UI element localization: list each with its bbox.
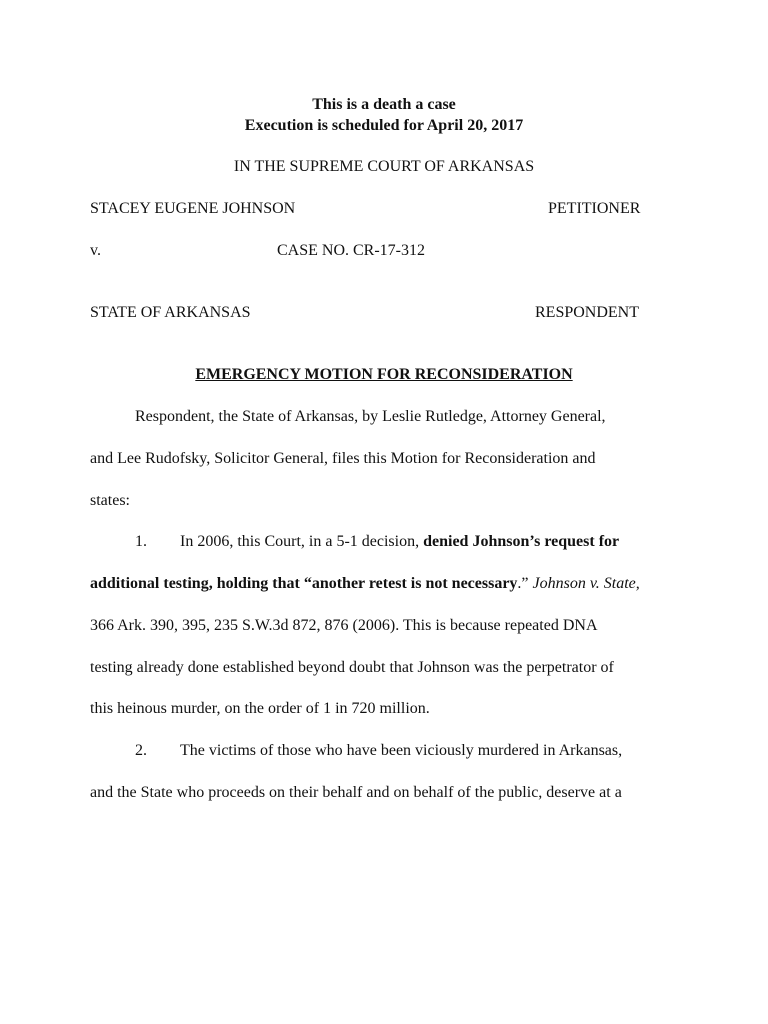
petitioner-role: PETITIONER: [548, 200, 641, 217]
para1-number: 1.: [135, 533, 147, 550]
petitioner-name: STACEY EUGENE JOHNSON: [90, 200, 296, 217]
para1-line-5: this heinous murder, on the order of 1 in 720 million.: [90, 700, 430, 717]
para1-line-1: [180, 532, 619, 552]
versus: v.: [90, 242, 101, 259]
para1-line-2-bold: additional testing, holding that “another retest is not necessary: [90, 575, 518, 592]
para2-line-2: and the State who proceeds on their behalf and on behalf of the public, deserve at a: [90, 784, 622, 801]
para1-line-2: [90, 574, 640, 594]
intro-line-3: states:: [90, 492, 130, 509]
case-citation: Johnson v. State,: [532, 575, 640, 592]
respondent-name: STATE OF ARKANSAS: [90, 304, 251, 321]
death-case-notice: This is a death a case: [312, 96, 456, 113]
court-name: IN THE SUPREME COURT OF ARKANSAS: [233, 158, 535, 175]
para1-line-3: 366 Ark. 390, 395, 235 S.W.3d 872, 876 (2006). This is because repeated DNA: [90, 617, 598, 634]
intro-line-2: and Lee Rudofsky, Solicitor General, files this Motion for Reconsideration and: [90, 450, 596, 467]
case-number: CASE NO. CR-17-312: [277, 242, 426, 259]
para1-line-1-bold: denied Johnson’s request for: [423, 533, 620, 550]
respondent-role: RESPONDENT: [535, 304, 640, 321]
intro-line-1: Respondent, the State of Arkansas, by Leslie Rutledge, Attorney General,: [135, 408, 606, 425]
para2-line-1: The victims of those who have been viciously murdered in Arkansas,: [180, 742, 623, 759]
para1-line-4: testing already done established beyond doubt that Johnson was the perpetrator of: [90, 659, 614, 676]
execution-date-notice: Execution is scheduled for April 20, 2017: [244, 117, 524, 134]
para2-number: 2.: [135, 742, 147, 759]
para1-line-1-plain: In 2006, this Court, in a 5-1 decision,: [180, 533, 424, 550]
para1-line-2-plain: .”: [517, 575, 533, 592]
motion-title: EMERGENCY MOTION FOR RECONSIDERATION: [195, 366, 573, 383]
